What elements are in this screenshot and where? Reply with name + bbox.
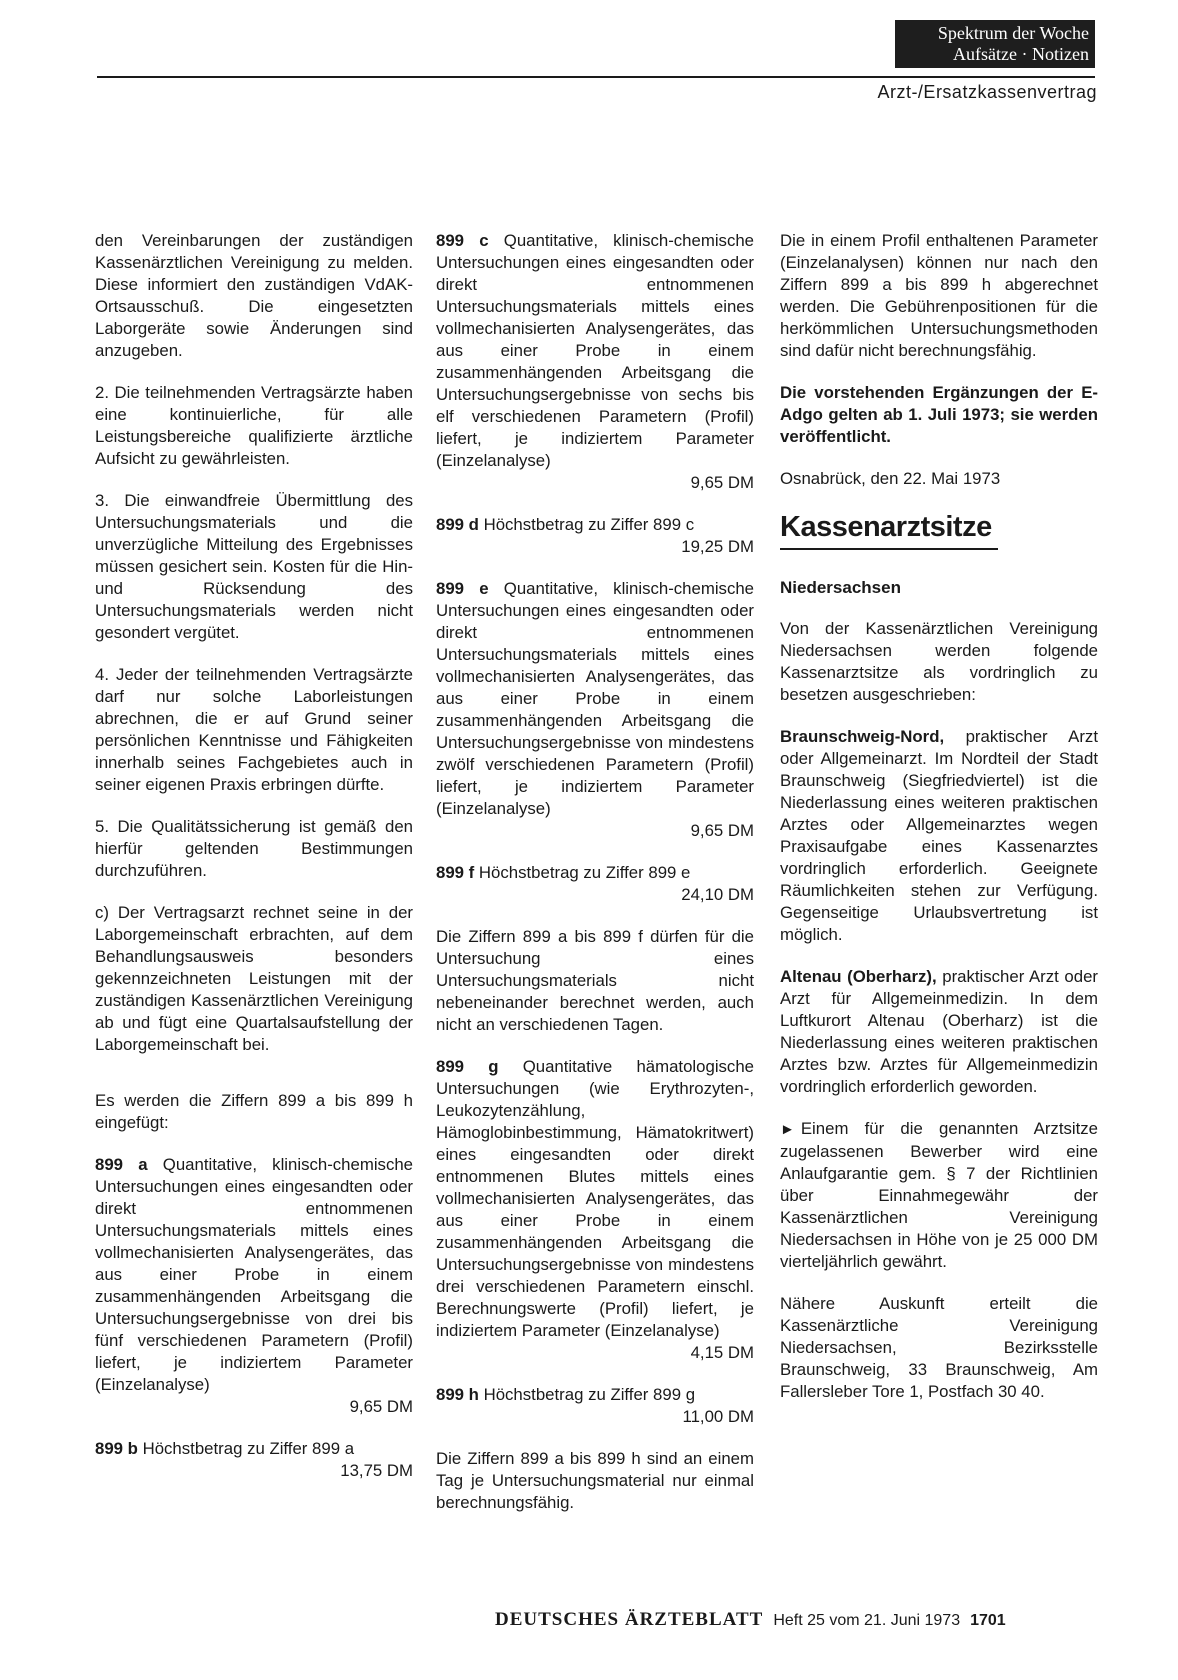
fee-text: Quantitative, klinisch-chemische Untersuchungen eines eingesandten oder direkt entnommenen Untersuchungsmaterials mittels eines vollmechanisierten Analysengerätes, das aus einer Probe in einem zusammenhängenden Arbeitsgang die Untersuchungsergebnisse von sechs bis elf verschiedenen Parametern (Profil) liefert, je indiziertem Parameter (Einzelanalyse) [436,231,755,470]
listing-text: praktischer Arzt oder Arzt für Allgemeinmedizin. In dem Luftkurort Altenau (Oberharz) ist die Niederlassung eines weiteren praktischen Arztes bzw. Arztes für Allgemeinmedizin vordringlich erforderlich geworden. [780,967,1098,1096]
column-3 [780,230,1098,1423]
fee-item-899e [436,578,754,842]
paragraph: Die Ziffern 899 a bis 899 h sind an einem Tag je Untersuchungsmaterial nur einmal berechnungsfähig. [436,1449,754,1512]
fee-price: 13,75 DM [340,1461,413,1480]
listing-altenau [780,966,1098,1098]
page-number: 1701 [970,1612,1006,1629]
fee-price: 24,10 DM [681,885,754,904]
badge-line-2: Aufsätze · Notizen [953,44,1089,64]
listing-title: Altenau (Oberharz), [780,967,937,986]
fee-price: 11,00 DM [682,1407,754,1426]
fee-code: 899 h [436,1385,479,1404]
paragraph: 4. Jeder der teilnehmenden Vertragsärzte darf nur solche Laborleistungen abrechnen, die er auf Grund seiner persönlichen Kenntnisse und Fähigkeiten innerhalb seines Fachgebietes auch in seiner eigenen Praxis erbringen dürfte. [95,665,413,794]
fee-item-899d [436,514,754,558]
fee-price: 9,65 DM [690,473,754,492]
fee-code: 899 d [436,515,479,534]
fee-price: 4,15 DM [690,1343,754,1362]
section-title: Kassenarztsitze [780,511,992,543]
page-footer [495,1609,1100,1631]
paragraph: Die in einem Profil enthaltenen Parameter (Einzelanalysen) können nur nach den Ziffern 899 a bis 899 h abgerechnet werden. Die Gebührenpositionen für die herkömmlichen Untersuchungsmethoden sind dafür nicht berechnungsfähig. [780,231,1098,360]
fee-item-899f [436,862,754,906]
fee-item-899h [436,1384,754,1428]
fee-text: Höchstbetrag zu Ziffer 899 e [478,863,691,882]
header-rule [97,76,1095,78]
journal-name: DEUTSCHES ÄRZTEBLATT [495,1609,764,1630]
fee-item-899g [436,1056,754,1364]
paragraph [780,1118,1098,1273]
fee-text: Quantitative hämatologische Untersuchungen (wie Erythrozyten-, Leukozytenzählung, Hämoglobinbestimmung, Hämatokritwert) eines eingesandten oder direkt entnommenen Blutes mittels eines vollmechanisierten Analysengerätes, das aus einer Probe in einem zusammenhängenden Arbeitsgang die Untersuchungsergebnisse von mindestens drei verschiedenen Parametern einschl. Berechnungswerte (Profil) liefert, je indiziertem Parameter (Einzelanalyse) [436,1057,754,1340]
listing-braunschweig [780,726,1098,946]
paragraph: 3. Die einwandfreie Übermittlung des Untersuchungsmaterials und die unverzügliche Mitteilung des Ergebnisses müssen gesichert sein. Kosten für die Hin- und Rücksendung des Untersuchungsmaterials werden nicht gesondert vergütet. [95,491,413,642]
paragraph: den Vereinbarungen der zuständigen Kassenärztlichen Vereinigung zu melden. Diese informiert den zuständigen VdAK-Ortsausschuß. Die eingesetzten Laborgeräte sowie Änderungen sind anzugeben. [95,231,413,360]
fee-text: Höchstbetrag zu Ziffer 899 c [483,515,695,534]
issue-info: Heft 25 vom 21. Juni 1973 [773,1612,961,1629]
paragraph: Nähere Auskunft erteilt die Kassenärztliche Vereinigung Niedersachsen, Bezirksstelle Braunschweig, 33 Braunschweig, Am Fallersleber Tore 1, Postfach 30 40. [780,1294,1098,1401]
column-1 [95,230,413,1502]
subheading: Niedersachsen [780,578,901,597]
fee-code: 899 a [95,1155,148,1174]
dateline: Osnabrück, den 22. Mai 1973 [780,469,1001,488]
paragraph: Von der Kassenärztlichen Vereinigung Niedersachsen werden folgende Kassenarztsitze als vordringlich zu besetzen ausgeschrieben: [780,619,1098,704]
fee-item-899b [95,1438,413,1482]
running-head: Arzt-/Ersatzkassenvertrag [877,82,1097,102]
fee-text: Quantitative, klinisch-chemische Untersuchungen eines eingesandten oder direkt entnommenen Untersuchungsmaterials mittels eines vollmechanisierten Analysengerätes, das aus einer Probe in einem zusammenhängenden Arbeitsgang die Untersuchungsergebnisse von mindestens zwölf verschiedenen Parametern (Profil) liefert, je indiziertem Parameter (Einzelanalyse) [436,579,755,818]
fee-text: Höchstbetrag zu Ziffer 899 a [142,1439,355,1458]
paragraph: Es werden die Ziffern 899 a bis 899 h eingefügt: [95,1091,413,1132]
fee-code: 899 b [95,1439,138,1458]
fee-price: 19,25 DM [681,537,754,556]
bold-notice: Die vorstehenden Ergänzungen der E-Adgo gelten ab 1. Juli 1973; sie werden veröffentlicht. [780,383,1098,446]
fee-price: 9,65 DM [349,1397,413,1416]
fee-code: 899 f [436,863,475,882]
fee-price: 9,65 DM [690,821,754,840]
paragraph: 5. Die Qualitätssicherung ist gemäß den hierfür geltenden Bestimmungen durchzuführen. [95,817,413,880]
column-2 [436,230,754,1534]
fee-item-899c [436,230,754,494]
listing-text: praktischer Arzt oder Allgemeinarzt. Im Nordteil der Stadt Braunschweig (Siegfriedviertel) ist die Niederlassung eines weiteren praktischen Arztes oder Allgemeinarztes wegen Praxisaufgabe eines Kassenarztes vordringlich erforderlich. Geeignete Räumlichkeiten stehen zur Verfügung. Gegenseitige Urlaubsvertretung ist möglich. [780,727,1098,944]
paragraph-text: Einem für die genannten Arztsitze zugelassenen Bewerber wird eine Anlaufgarantie gem. § 7 der Richtlinien über Einnahmegewähr der Kassenärztlichen Vereinigung Niedersachsen in Höhe von je 25 000 DM vierteljährlich gewährt. [780,1119,1098,1271]
fee-text: Höchstbetrag zu Ziffer 899 g [483,1385,696,1404]
badge-line-1: Spektrum der Woche [937,23,1089,43]
fee-code: 899 g [436,1057,499,1076]
paragraph: c) Der Vertragsarzt rechnet seine in der Laborgemeinschaft erbrachten, auf dem Behandlungsausweis besonders gekennzeichneten Leistungen mit der zuständigen Kassenärztlichen Vereinigung ab und fügt eine Quartalsaufstellung der Laborgemeinschaft bei. [95,903,413,1054]
paragraph: 2. Die teilnehmenden Vertragsärzte haben eine kontinuierliche, für alle Leistungsbereiche qualifizierte ärztliche Aufsicht zu gewährleisten. [95,383,413,468]
section-badge [895,20,1095,68]
fee-item-899a [95,1154,413,1418]
fee-code: 899 e [436,579,489,598]
fee-code: 899 c [436,231,489,250]
paragraph: Die Ziffern 899 a bis 899 f dürfen für die Untersuchung eines Untersuchungsmaterials nicht nebeneinander berechnet werden, auch nicht an verschiedenen Tagen. [436,927,754,1034]
fee-text: Quantitative, klinisch-chemische Untersuchungen eines eingesandten oder direkt entnommenen Untersuchungsmaterials mittels eines vollmechanisierten Analysengerätes, das aus einer Probe in einem zusammenhängenden Arbeitsgang die Untersuchungsergebnisse von drei bis fünf verschiedenen Parametern (Profil) liefert, je indiziertem Parameter (Einzelanalyse) [95,1155,414,1394]
listing-title: Braunschweig-Nord, [780,727,945,746]
section-rule [780,548,998,550]
arrow-icon: ► [780,1121,795,1138]
